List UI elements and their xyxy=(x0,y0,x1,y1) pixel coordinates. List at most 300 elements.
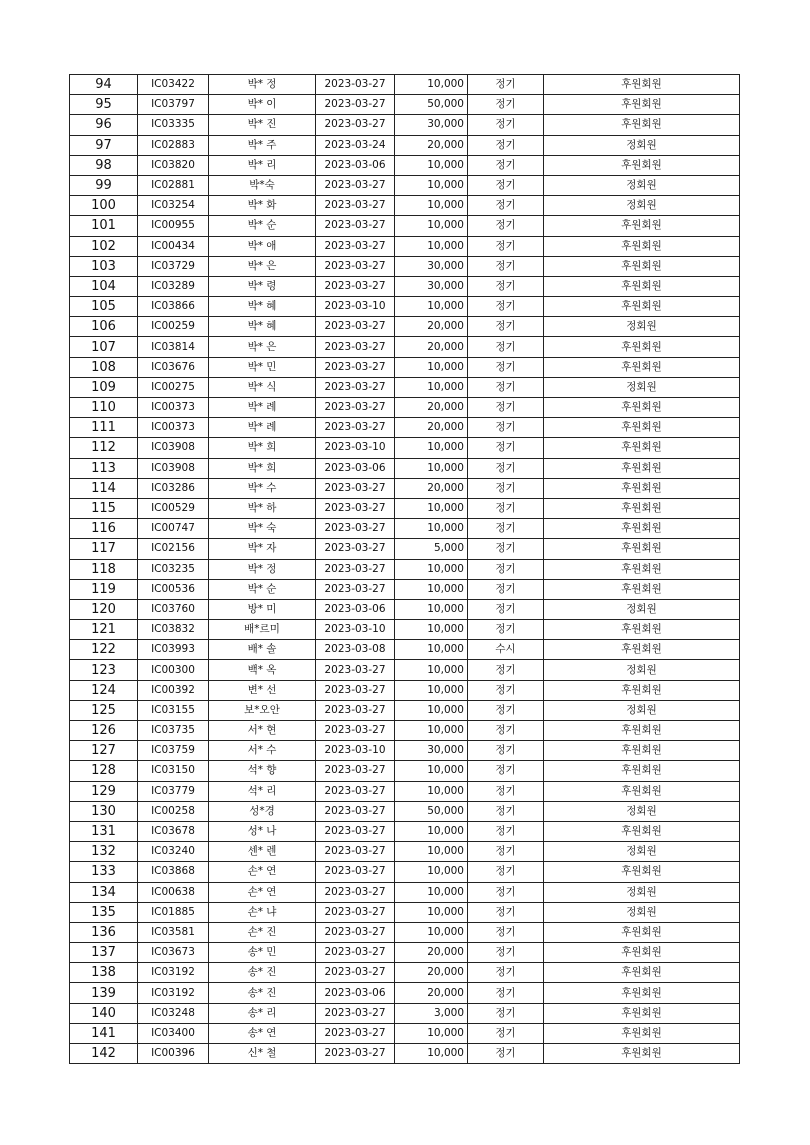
donation-table xyxy=(69,74,740,1064)
payment-type-cell: 정기 xyxy=(468,95,544,115)
row-number-cell: 141 xyxy=(70,1023,138,1043)
payment-type-cell: 정기 xyxy=(468,196,544,216)
payment-date-cell: 2023-03-27 xyxy=(316,276,395,296)
member-type-cell: 정회원 xyxy=(544,882,740,902)
payment-type-cell: 정기 xyxy=(468,842,544,862)
member-name-cell: 박* 리 xyxy=(209,155,316,175)
payment-date-cell: 2023-03-27 xyxy=(316,95,395,115)
payment-date-cell: 2023-03-27 xyxy=(316,821,395,841)
member-id-cell: IC03779 xyxy=(138,781,209,801)
payment-type-cell: 정기 xyxy=(468,317,544,337)
table-row xyxy=(70,317,740,337)
member-id-cell: IC00638 xyxy=(138,882,209,902)
payment-date-cell: 2023-03-27 xyxy=(316,216,395,236)
payment-date-cell: 2023-03-08 xyxy=(316,640,395,660)
payment-type-cell: 정기 xyxy=(468,155,544,175)
amount-cell: 10,000 xyxy=(395,519,468,539)
payment-date-cell: 2023-03-27 xyxy=(316,1023,395,1043)
member-name-cell: 박* 이 xyxy=(209,95,316,115)
payment-date-cell: 2023-03-06 xyxy=(316,983,395,1003)
table-row xyxy=(70,418,740,438)
row-number-cell: 111 xyxy=(70,418,138,438)
member-type-cell: 정회원 xyxy=(544,135,740,155)
member-type-cell: 후원회원 xyxy=(544,398,740,418)
row-number-cell: 138 xyxy=(70,963,138,983)
amount-cell: 10,000 xyxy=(395,559,468,579)
row-number-cell: 117 xyxy=(70,539,138,559)
member-id-cell: IC00275 xyxy=(138,377,209,397)
table-row xyxy=(70,337,740,357)
member-id-cell: IC03240 xyxy=(138,842,209,862)
row-number-cell: 95 xyxy=(70,95,138,115)
member-id-cell: IC03235 xyxy=(138,559,209,579)
member-id-cell: IC03335 xyxy=(138,115,209,135)
table-row xyxy=(70,902,740,922)
member-name-cell: 박* 수 xyxy=(209,478,316,498)
member-name-cell: 성*경 xyxy=(209,801,316,821)
amount-cell: 10,000 xyxy=(395,721,468,741)
row-number-cell: 113 xyxy=(70,458,138,478)
member-name-cell: 배* 솔 xyxy=(209,640,316,660)
payment-type-cell: 정기 xyxy=(468,297,544,317)
row-number-cell: 100 xyxy=(70,196,138,216)
member-id-cell: IC00747 xyxy=(138,519,209,539)
table-row xyxy=(70,256,740,276)
payment-date-cell: 2023-03-27 xyxy=(316,902,395,922)
member-name-cell: 배*르미 xyxy=(209,620,316,640)
member-id-cell: IC00392 xyxy=(138,680,209,700)
amount-cell: 10,000 xyxy=(395,75,468,95)
member-id-cell: IC03254 xyxy=(138,196,209,216)
member-type-cell: 정회원 xyxy=(544,317,740,337)
member-name-cell: 송* 민 xyxy=(209,943,316,963)
payment-date-cell: 2023-03-27 xyxy=(316,418,395,438)
payment-date-cell: 2023-03-06 xyxy=(316,155,395,175)
table-row xyxy=(70,983,740,1003)
payment-date-cell: 2023-03-06 xyxy=(316,599,395,619)
member-name-cell: 송* 진 xyxy=(209,983,316,1003)
payment-type-cell: 정기 xyxy=(468,357,544,377)
member-type-cell: 후원회원 xyxy=(544,922,740,942)
member-id-cell: IC03673 xyxy=(138,943,209,963)
member-type-cell: 후원회원 xyxy=(544,579,740,599)
payment-type-cell: 정기 xyxy=(468,418,544,438)
member-id-cell: IC03192 xyxy=(138,963,209,983)
payment-date-cell: 2023-03-27 xyxy=(316,700,395,720)
member-type-cell: 후원회원 xyxy=(544,357,740,377)
amount-cell: 10,000 xyxy=(395,761,468,781)
payment-type-cell: 정기 xyxy=(468,700,544,720)
member-name-cell: 송* 연 xyxy=(209,1023,316,1043)
amount-cell: 20,000 xyxy=(395,317,468,337)
payment-date-cell: 2023-03-24 xyxy=(316,135,395,155)
amount-cell: 10,000 xyxy=(395,498,468,518)
payment-date-cell: 2023-03-27 xyxy=(316,1003,395,1023)
amount-cell: 10,000 xyxy=(395,902,468,922)
payment-date-cell: 2023-03-27 xyxy=(316,721,395,741)
member-type-cell: 정회원 xyxy=(544,175,740,195)
table-row xyxy=(70,297,740,317)
member-name-cell: 신* 철 xyxy=(209,1044,316,1064)
member-id-cell: IC03581 xyxy=(138,922,209,942)
payment-date-cell: 2023-03-10 xyxy=(316,741,395,761)
payment-date-cell: 2023-03-27 xyxy=(316,317,395,337)
payment-date-cell: 2023-03-27 xyxy=(316,660,395,680)
row-number-cell: 134 xyxy=(70,882,138,902)
row-number-cell: 126 xyxy=(70,721,138,741)
payment-type-cell: 정기 xyxy=(468,579,544,599)
member-type-cell: 후원회원 xyxy=(544,236,740,256)
payment-type-cell: 정기 xyxy=(468,559,544,579)
table-row xyxy=(70,963,740,983)
member-name-cell: 손* 냐 xyxy=(209,902,316,922)
payment-type-cell: 정기 xyxy=(468,1003,544,1023)
member-name-cell: 박* 혜 xyxy=(209,297,316,317)
member-id-cell: IC03759 xyxy=(138,741,209,761)
amount-cell: 10,000 xyxy=(395,862,468,882)
row-number-cell: 132 xyxy=(70,842,138,862)
member-id-cell: IC03760 xyxy=(138,599,209,619)
amount-cell: 10,000 xyxy=(395,882,468,902)
payment-type-cell: 정기 xyxy=(468,801,544,821)
table-row xyxy=(70,135,740,155)
amount-cell: 50,000 xyxy=(395,801,468,821)
member-name-cell: 박* 식 xyxy=(209,377,316,397)
member-id-cell: IC03286 xyxy=(138,478,209,498)
member-type-cell: 후원회원 xyxy=(544,1044,740,1064)
row-number-cell: 121 xyxy=(70,620,138,640)
member-name-cell: 변* 선 xyxy=(209,680,316,700)
table-row xyxy=(70,882,740,902)
amount-cell: 10,000 xyxy=(395,1044,468,1064)
payment-type-cell: 정기 xyxy=(468,922,544,942)
member-id-cell: IC00434 xyxy=(138,236,209,256)
payment-type-cell: 정기 xyxy=(468,599,544,619)
member-id-cell: IC03832 xyxy=(138,620,209,640)
payment-date-cell: 2023-03-06 xyxy=(316,458,395,478)
amount-cell: 10,000 xyxy=(395,922,468,942)
payment-type-cell: 정기 xyxy=(468,377,544,397)
member-type-cell: 후원회원 xyxy=(544,983,740,1003)
member-id-cell: IC03400 xyxy=(138,1023,209,1043)
member-type-cell: 후원회원 xyxy=(544,741,740,761)
amount-cell: 5,000 xyxy=(395,539,468,559)
row-number-cell: 139 xyxy=(70,983,138,1003)
row-number-cell: 137 xyxy=(70,943,138,963)
member-id-cell: IC03248 xyxy=(138,1003,209,1023)
member-type-cell: 정회원 xyxy=(544,801,740,821)
payment-date-cell: 2023-03-27 xyxy=(316,761,395,781)
amount-cell: 10,000 xyxy=(395,700,468,720)
member-id-cell: IC00396 xyxy=(138,1044,209,1064)
row-number-cell: 118 xyxy=(70,559,138,579)
table-row xyxy=(70,741,740,761)
row-number-cell: 131 xyxy=(70,821,138,841)
payment-type-cell: 정기 xyxy=(468,135,544,155)
member-id-cell: IC02156 xyxy=(138,539,209,559)
row-number-cell: 99 xyxy=(70,175,138,195)
amount-cell: 10,000 xyxy=(395,175,468,195)
member-type-cell: 후원회원 xyxy=(544,155,740,175)
table-row xyxy=(70,377,740,397)
table-row xyxy=(70,196,740,216)
payment-date-cell: 2023-03-10 xyxy=(316,297,395,317)
amount-cell: 10,000 xyxy=(395,438,468,458)
table-row xyxy=(70,438,740,458)
member-name-cell: 박* 례 xyxy=(209,418,316,438)
amount-cell: 10,000 xyxy=(395,640,468,660)
member-type-cell: 후원회원 xyxy=(544,115,740,135)
member-id-cell: IC03676 xyxy=(138,357,209,377)
member-name-cell: 서* 수 xyxy=(209,741,316,761)
table-row xyxy=(70,458,740,478)
row-number-cell: 101 xyxy=(70,216,138,236)
payment-type-cell: 정기 xyxy=(468,660,544,680)
payment-date-cell: 2023-03-27 xyxy=(316,256,395,276)
row-number-cell: 97 xyxy=(70,135,138,155)
payment-type-cell: 정기 xyxy=(468,721,544,741)
row-number-cell: 129 xyxy=(70,781,138,801)
payment-type-cell: 정기 xyxy=(468,781,544,801)
payment-date-cell: 2023-03-27 xyxy=(316,963,395,983)
member-type-cell: 정회원 xyxy=(544,842,740,862)
member-type-cell: 후원회원 xyxy=(544,418,740,438)
member-name-cell: 박* 정 xyxy=(209,559,316,579)
row-number-cell: 106 xyxy=(70,317,138,337)
payment-type-cell: 정기 xyxy=(468,458,544,478)
payment-date-cell: 2023-03-27 xyxy=(316,1044,395,1064)
table-row xyxy=(70,519,740,539)
member-id-cell: IC03908 xyxy=(138,438,209,458)
amount-cell: 20,000 xyxy=(395,963,468,983)
amount-cell: 10,000 xyxy=(395,377,468,397)
amount-cell: 10,000 xyxy=(395,458,468,478)
member-name-cell: 박* 진 xyxy=(209,115,316,135)
member-id-cell: IC00529 xyxy=(138,498,209,518)
table-row xyxy=(70,559,740,579)
amount-cell: 20,000 xyxy=(395,983,468,1003)
table-row xyxy=(70,862,740,882)
member-name-cell: 석* 리 xyxy=(209,781,316,801)
member-type-cell: 정회원 xyxy=(544,599,740,619)
member-id-cell: IC03797 xyxy=(138,95,209,115)
member-type-cell: 후원회원 xyxy=(544,498,740,518)
member-name-cell: 박*숙 xyxy=(209,175,316,195)
member-id-cell: IC03866 xyxy=(138,297,209,317)
row-number-cell: 142 xyxy=(70,1044,138,1064)
member-type-cell: 후원회원 xyxy=(544,761,740,781)
member-type-cell: 후원회원 xyxy=(544,478,740,498)
payment-date-cell: 2023-03-27 xyxy=(316,559,395,579)
table-row xyxy=(70,761,740,781)
member-name-cell: 송* 진 xyxy=(209,963,316,983)
payment-date-cell: 2023-03-27 xyxy=(316,882,395,902)
payment-date-cell: 2023-03-27 xyxy=(316,478,395,498)
member-id-cell: IC03155 xyxy=(138,700,209,720)
payment-date-cell: 2023-03-27 xyxy=(316,519,395,539)
member-type-cell: 후원회원 xyxy=(544,963,740,983)
payment-type-cell: 정기 xyxy=(468,175,544,195)
member-id-cell: IC03993 xyxy=(138,640,209,660)
member-id-cell: IC03422 xyxy=(138,75,209,95)
amount-cell: 10,000 xyxy=(395,620,468,640)
amount-cell: 20,000 xyxy=(395,943,468,963)
amount-cell: 10,000 xyxy=(395,660,468,680)
table-row xyxy=(70,781,740,801)
member-name-cell: 손* 연 xyxy=(209,882,316,902)
member-id-cell: IC03192 xyxy=(138,983,209,1003)
payment-type-cell: 정기 xyxy=(468,216,544,236)
payment-date-cell: 2023-03-27 xyxy=(316,943,395,963)
member-name-cell: 박* 숙 xyxy=(209,519,316,539)
row-number-cell: 125 xyxy=(70,700,138,720)
amount-cell: 3,000 xyxy=(395,1003,468,1023)
payment-type-cell: 정기 xyxy=(468,983,544,1003)
amount-cell: 20,000 xyxy=(395,398,468,418)
payment-date-cell: 2023-03-27 xyxy=(316,175,395,195)
amount-cell: 30,000 xyxy=(395,276,468,296)
member-type-cell: 후원회원 xyxy=(544,297,740,317)
member-name-cell: 박* 순 xyxy=(209,579,316,599)
table-row xyxy=(70,95,740,115)
payment-type-cell: 정기 xyxy=(468,821,544,841)
table-row xyxy=(70,1023,740,1043)
amount-cell: 20,000 xyxy=(395,337,468,357)
amount-cell: 30,000 xyxy=(395,741,468,761)
payment-type-cell: 정기 xyxy=(468,438,544,458)
member-type-cell: 정회원 xyxy=(544,902,740,922)
payment-type-cell: 정기 xyxy=(468,276,544,296)
member-name-cell: 박* 애 xyxy=(209,236,316,256)
member-name-cell: 박* 혜 xyxy=(209,317,316,337)
table-row xyxy=(70,660,740,680)
row-number-cell: 140 xyxy=(70,1003,138,1023)
member-type-cell: 후원회원 xyxy=(544,75,740,95)
row-number-cell: 107 xyxy=(70,337,138,357)
member-name-cell: 박* 화 xyxy=(209,196,316,216)
table-row xyxy=(70,478,740,498)
member-name-cell: 박* 령 xyxy=(209,276,316,296)
member-id-cell: IC03678 xyxy=(138,821,209,841)
member-id-cell: IC02881 xyxy=(138,175,209,195)
payment-type-cell: 정기 xyxy=(468,620,544,640)
member-name-cell: 성* 나 xyxy=(209,821,316,841)
payment-date-cell: 2023-03-27 xyxy=(316,236,395,256)
table-row xyxy=(70,842,740,862)
row-number-cell: 114 xyxy=(70,478,138,498)
payment-date-cell: 2023-03-27 xyxy=(316,680,395,700)
table-row xyxy=(70,398,740,418)
payment-date-cell: 2023-03-27 xyxy=(316,801,395,821)
payment-date-cell: 2023-03-27 xyxy=(316,539,395,559)
member-id-cell: IC00373 xyxy=(138,418,209,438)
member-id-cell: IC00955 xyxy=(138,216,209,236)
row-number-cell: 116 xyxy=(70,519,138,539)
payment-date-cell: 2023-03-10 xyxy=(316,438,395,458)
amount-cell: 10,000 xyxy=(395,842,468,862)
member-id-cell: IC03150 xyxy=(138,761,209,781)
member-type-cell: 후원회원 xyxy=(544,337,740,357)
payment-type-cell: 정기 xyxy=(468,882,544,902)
table-row xyxy=(70,498,740,518)
payment-date-cell: 2023-03-27 xyxy=(316,377,395,397)
payment-type-cell: 정기 xyxy=(468,963,544,983)
table-row xyxy=(70,155,740,175)
member-id-cell: IC03289 xyxy=(138,276,209,296)
member-type-cell: 후원회원 xyxy=(544,276,740,296)
amount-cell: 10,000 xyxy=(395,680,468,700)
member-name-cell: 박* 례 xyxy=(209,398,316,418)
table-row xyxy=(70,922,740,942)
row-number-cell: 108 xyxy=(70,357,138,377)
member-type-cell: 후원회원 xyxy=(544,559,740,579)
table-row xyxy=(70,620,740,640)
member-name-cell: 방* 미 xyxy=(209,599,316,619)
payment-type-cell: 정기 xyxy=(468,256,544,276)
row-number-cell: 124 xyxy=(70,680,138,700)
row-number-cell: 127 xyxy=(70,741,138,761)
payment-type-cell: 정기 xyxy=(468,1044,544,1064)
member-name-cell: 박* 민 xyxy=(209,357,316,377)
member-name-cell: 박* 희 xyxy=(209,438,316,458)
member-name-cell: 박* 은 xyxy=(209,256,316,276)
payment-date-cell: 2023-03-27 xyxy=(316,337,395,357)
payment-date-cell: 2023-03-27 xyxy=(316,115,395,135)
table-row xyxy=(70,579,740,599)
member-type-cell: 후원회원 xyxy=(544,1003,740,1023)
member-id-cell: IC03814 xyxy=(138,337,209,357)
member-id-cell: IC00300 xyxy=(138,660,209,680)
table-row xyxy=(70,943,740,963)
amount-cell: 10,000 xyxy=(395,821,468,841)
payment-type-cell: 수시 xyxy=(468,640,544,660)
member-type-cell: 후원회원 xyxy=(544,620,740,640)
member-name-cell: 백* 옥 xyxy=(209,660,316,680)
row-number-cell: 130 xyxy=(70,801,138,821)
amount-cell: 30,000 xyxy=(395,115,468,135)
amount-cell: 50,000 xyxy=(395,95,468,115)
member-type-cell: 후원회원 xyxy=(544,256,740,276)
table-row xyxy=(70,680,740,700)
member-id-cell: IC02883 xyxy=(138,135,209,155)
member-type-cell: 후원회원 xyxy=(544,943,740,963)
row-number-cell: 115 xyxy=(70,498,138,518)
row-number-cell: 123 xyxy=(70,660,138,680)
member-id-cell: IC03729 xyxy=(138,256,209,276)
row-number-cell: 120 xyxy=(70,599,138,619)
member-name-cell: 보*오안 xyxy=(209,700,316,720)
table-row xyxy=(70,821,740,841)
amount-cell: 20,000 xyxy=(395,478,468,498)
table-row xyxy=(70,1044,740,1064)
table-row xyxy=(70,175,740,195)
payment-type-cell: 정기 xyxy=(468,539,544,559)
payment-date-cell: 2023-03-27 xyxy=(316,357,395,377)
member-name-cell: 박* 정 xyxy=(209,75,316,95)
row-number-cell: 94 xyxy=(70,75,138,95)
member-name-cell: 박* 하 xyxy=(209,498,316,518)
member-name-cell: 박* 은 xyxy=(209,337,316,357)
table-row xyxy=(70,216,740,236)
row-number-cell: 122 xyxy=(70,640,138,660)
payment-date-cell: 2023-03-27 xyxy=(316,781,395,801)
table-row xyxy=(70,1003,740,1023)
payment-type-cell: 정기 xyxy=(468,115,544,135)
member-type-cell: 후원회원 xyxy=(544,216,740,236)
amount-cell: 20,000 xyxy=(395,135,468,155)
member-name-cell: 손* 연 xyxy=(209,862,316,882)
table-row xyxy=(70,276,740,296)
